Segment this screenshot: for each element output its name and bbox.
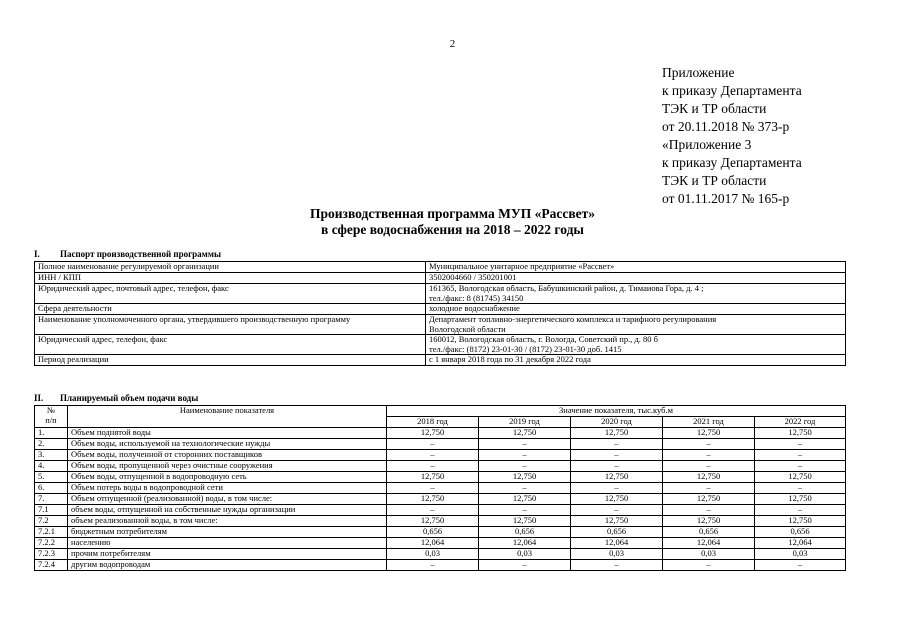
row-value: – <box>571 505 663 516</box>
passport-value-line: 160012, Вологодская область, г. Вологда, Советский пр., д. 80 б <box>429 334 659 344</box>
volume-row <box>35 560 846 571</box>
row-indicator-name: другим водопроводам <box>68 560 387 571</box>
passport-value <box>426 355 846 366</box>
appendix-line: от 01.11.2017 № 165-р <box>662 191 790 206</box>
row-number: 7.2.2 <box>35 538 68 549</box>
row-value: – <box>571 560 663 571</box>
header-indicator-value: Значение показателя, тыс.куб.м <box>387 406 846 417</box>
passport-value-line: тел./факс: 8 (81745) 34150 <box>429 292 524 303</box>
row-value: – <box>663 483 755 494</box>
row-value: – <box>479 450 571 461</box>
page-number: 2 <box>449 38 456 50</box>
passport-label: Полное наименование регулируемой организации <box>35 262 426 273</box>
section-2-heading <box>34 393 198 403</box>
row-value: – <box>479 560 571 571</box>
row-number: 3. <box>35 450 68 461</box>
row-value: – <box>571 439 663 450</box>
appendix-line: Приложение <box>662 65 735 80</box>
row-value: – <box>479 483 571 494</box>
row-indicator-name: прочим потребителям <box>68 549 387 560</box>
row-value: 12,750 <box>755 516 846 527</box>
row-value: – <box>387 461 479 472</box>
row-value: – <box>755 450 846 461</box>
row-value: 0,656 <box>755 527 846 538</box>
passport-value-line: Департамент топливно-энергетического комплекса и тарифного регулирования <box>429 314 717 324</box>
row-value: 12,750 <box>571 516 663 527</box>
row-number: 7.2.3 <box>35 549 68 560</box>
row-value: – <box>479 439 571 450</box>
row-number: 7.2 <box>35 516 68 527</box>
row-value: 12,750 <box>571 472 663 483</box>
volume-header-row-1 <box>35 406 846 417</box>
appendix-line: к приказу Департамента <box>662 83 802 98</box>
row-value: 12,064 <box>571 538 663 549</box>
row-value: – <box>479 461 571 472</box>
row-value: 12,064 <box>479 538 571 549</box>
passport-value <box>426 304 846 315</box>
section-2-title: Планируемый объем подачи воды <box>60 393 199 403</box>
row-indicator-name: Объем воды, пропущенной через очистные сооружения <box>68 461 387 472</box>
volume-row <box>35 461 846 472</box>
passport-value-line: холодное водоснабжение <box>429 303 520 313</box>
row-value: – <box>387 560 479 571</box>
row-value: – <box>387 483 479 494</box>
passport-label: Сфера деятельности <box>35 304 426 315</box>
header-indicator-name: Наименование показателя <box>68 406 387 428</box>
row-value: 12,064 <box>755 538 846 549</box>
passport-label: Период реализации <box>35 355 426 366</box>
volume-table <box>34 405 846 571</box>
row-value: – <box>755 439 846 450</box>
row-value: – <box>387 505 479 516</box>
row-indicator-name: Объем поднятой воды <box>68 428 387 439</box>
row-value: – <box>663 450 755 461</box>
row-value: – <box>755 483 846 494</box>
volume-row <box>35 549 846 560</box>
row-value: – <box>387 450 479 461</box>
section-1-title: Паспорт производственной программы <box>60 249 221 259</box>
row-indicator-name: Объем потерь воды в водопроводной сети <box>68 483 387 494</box>
row-indicator-name: объем воды, отпущенной на собственные нужды организации <box>68 505 387 516</box>
row-value: 0,03 <box>755 549 846 560</box>
passport-row <box>35 355 846 366</box>
row-value: 12,064 <box>387 538 479 549</box>
row-value: 12,750 <box>387 494 479 505</box>
passport-table <box>34 261 846 366</box>
passport-value-line: Вологодской области <box>429 323 506 334</box>
row-value: 12,750 <box>479 472 571 483</box>
row-value: – <box>663 560 755 571</box>
passport-value-line: с 1 января 2018 года по 31 декабря 2022 года <box>429 354 591 364</box>
row-number: 1. <box>35 428 68 439</box>
passport-value-line: 161365, Вологодская область, Бабушкинский район, д. Тимаиова Гора, д. 4 ; <box>429 283 704 293</box>
row-value: 12,750 <box>663 428 755 439</box>
header-year: 2020 год <box>571 417 663 428</box>
section-1-heading <box>34 249 221 259</box>
title-line-2: в сфере водоснабжения на 2018 – 2022 годы <box>321 222 584 237</box>
row-value: 0,03 <box>387 549 479 560</box>
appendix-line: от 20.11.2018 № 373-р <box>662 119 790 134</box>
row-value: – <box>755 461 846 472</box>
row-number: 7.2.1 <box>35 527 68 538</box>
row-value: – <box>571 450 663 461</box>
passport-label: ИНН / КПП <box>35 273 426 284</box>
row-value: 12,750 <box>571 494 663 505</box>
row-indicator-name: бюджетным потребителям <box>68 527 387 538</box>
row-value: 0,03 <box>571 549 663 560</box>
row-value: – <box>571 461 663 472</box>
volume-row <box>35 538 846 549</box>
row-value: – <box>663 505 755 516</box>
appendix-line: ТЭК и ТР области <box>662 173 767 188</box>
passport-value <box>426 262 846 273</box>
row-value: 12,750 <box>571 428 663 439</box>
row-value: 0,656 <box>387 527 479 538</box>
passport-value-line: 3502004660 / 350201001 <box>429 272 517 282</box>
row-value: – <box>755 505 846 516</box>
row-value: 12,750 <box>479 494 571 505</box>
row-number: 2. <box>35 439 68 450</box>
volume-row <box>35 439 846 450</box>
passport-value <box>426 284 846 304</box>
passport-label: Юридический адрес, почтовый адрес, телефон, факс <box>35 284 426 304</box>
header-year: 2018 год <box>387 417 479 428</box>
title-line-1: Производственная программа МУП «Рассвет» <box>309 206 595 221</box>
row-value: 12,750 <box>755 472 846 483</box>
row-value: 12,750 <box>663 472 755 483</box>
passport-value <box>426 315 846 335</box>
passport-row <box>35 262 846 273</box>
row-indicator-name: Объем воды, используемой на технологические нужды <box>68 439 387 450</box>
section-2-number: II. <box>34 393 44 403</box>
volume-row <box>35 472 846 483</box>
row-indicator-name: населению <box>68 538 387 549</box>
row-number: 5. <box>35 472 68 483</box>
row-value: – <box>663 461 755 472</box>
row-value: – <box>571 483 663 494</box>
document-title <box>0 206 905 238</box>
row-value: 12,750 <box>663 516 755 527</box>
row-value: 12,750 <box>387 428 479 439</box>
passport-value <box>426 273 846 284</box>
row-number: 7.1 <box>35 505 68 516</box>
volume-row <box>35 483 846 494</box>
row-value: 12,750 <box>387 516 479 527</box>
passport-label: Юридический адрес, телефон, факс <box>35 335 426 355</box>
row-value: 12,750 <box>755 428 846 439</box>
volume-row <box>35 450 846 461</box>
row-value: 0,656 <box>663 527 755 538</box>
row-value: 12,750 <box>479 516 571 527</box>
appendix-line: ТЭК и ТР области <box>662 101 767 116</box>
row-value: 12,750 <box>663 494 755 505</box>
row-value: 0,03 <box>479 549 571 560</box>
appendix-line: «Приложение 3 <box>662 137 752 152</box>
row-value: 12,064 <box>663 538 755 549</box>
passport-value-line: тел./факс: (8172) 23-01-30 / (8172) 23-01-30 доб. 1415 <box>429 343 622 354</box>
passport-value-line: Муниципальное унитарное предприятие «Рассвет» <box>429 261 615 271</box>
passport-row <box>35 315 846 335</box>
volume-row <box>35 428 846 439</box>
passport-row <box>35 335 846 355</box>
passport-value <box>426 335 846 355</box>
row-value: 12,750 <box>755 494 846 505</box>
header-year: 2022 год <box>755 417 846 428</box>
passport-row <box>35 273 846 284</box>
row-indicator-name: Объем отпущенной (реализованной) воды, в том числе: <box>68 494 387 505</box>
passport-label: Наименование уполномоченного органа, утвердившего производственную программу <box>35 315 426 335</box>
volume-row <box>35 505 846 516</box>
row-number: 7. <box>35 494 68 505</box>
row-value: – <box>387 439 479 450</box>
header-year: 2019 год <box>479 417 571 428</box>
passport-row <box>35 284 846 304</box>
row-value: 12,750 <box>479 428 571 439</box>
row-value: – <box>755 560 846 571</box>
row-value: 0,03 <box>663 549 755 560</box>
header-year: 2021 год <box>663 417 755 428</box>
row-indicator-name: Объем воды, отпущенной в водопроводную сеть <box>68 472 387 483</box>
header-number: № п/п <box>35 406 68 428</box>
row-number: 7.2.4 <box>35 560 68 571</box>
row-value: – <box>663 439 755 450</box>
appendix-line: к приказу Департамента <box>662 155 802 170</box>
appendix-block <box>662 64 802 208</box>
volume-row <box>35 527 846 538</box>
row-number: 4. <box>35 461 68 472</box>
volume-row <box>35 516 846 527</box>
row-value: 0,656 <box>479 527 571 538</box>
row-value: – <box>479 505 571 516</box>
row-indicator-name: Объем воды, полученной от сторонних поставщиков <box>68 450 387 461</box>
row-indicator-name: объем реализованной воды, в том числе: <box>68 516 387 527</box>
row-number: 6. <box>35 483 68 494</box>
volume-row <box>35 494 846 505</box>
section-1-number: I. <box>34 249 40 259</box>
row-value: 12,750 <box>387 472 479 483</box>
passport-row <box>35 304 846 315</box>
row-value: 0,656 <box>571 527 663 538</box>
